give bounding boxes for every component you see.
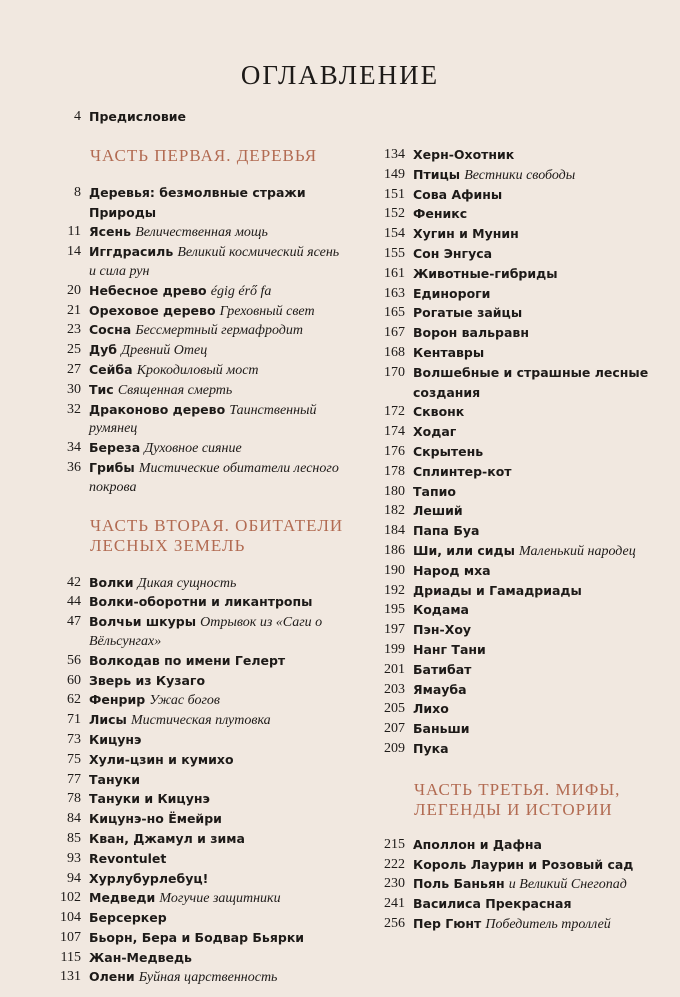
section-heading: ЧАСТЬ ВТОРАЯ. ОБИТАТЕЛИ ЛЕСНЫХ ЗЕМЕЛЬ <box>90 515 344 555</box>
section-heading: ЧАСТЬ ТРЕТЬЯ. МИФЫ, ЛЕГЕНДЫ И ИСТОРИИ <box>414 779 621 819</box>
page-number: 42 <box>67 574 81 590</box>
toc-entry[interactable] <box>368 661 668 681</box>
entry-title: Сосна <box>89 322 132 338</box>
toc-entry[interactable] <box>368 700 668 720</box>
page-number: 154 <box>384 226 405 242</box>
page-number: 209 <box>384 740 405 756</box>
page-number: 131 <box>60 969 81 985</box>
page-number: 134 <box>384 147 405 162</box>
page-number: 195 <box>384 602 405 618</box>
entry-subtitle: Величественная мощь <box>135 225 268 241</box>
page-number: 14 <box>67 244 81 260</box>
toc-entry[interactable] <box>368 285 668 305</box>
toc-entry[interactable] <box>368 740 668 760</box>
page-number: 199 <box>384 641 405 657</box>
entry-title: Хугин и Мунин <box>413 226 519 242</box>
toc-entry[interactable] <box>44 282 344 302</box>
toc-entry[interactable] <box>368 146 668 166</box>
entry-subtitle: Бессмертный гермафродит <box>135 323 303 339</box>
entry-text <box>89 672 344 692</box>
entry-subtitle: Ужас богов <box>149 693 220 709</box>
entry-title: Пука <box>413 740 449 756</box>
page-number: 107 <box>60 929 81 945</box>
entry-title: Сон Энгуса <box>413 245 493 261</box>
page-number: 215 <box>384 836 405 852</box>
entry-text <box>413 285 668 305</box>
toc-entry[interactable] <box>368 463 668 483</box>
toc-entry[interactable] <box>368 205 668 225</box>
entry-title: Единороги <box>413 285 491 301</box>
entry-title: Тануки <box>89 771 140 787</box>
toc-entry[interactable] <box>44 652 344 672</box>
toc-entry[interactable] <box>44 184 344 224</box>
entry-text <box>413 463 668 483</box>
page-number: 207 <box>384 721 405 737</box>
entry-text <box>413 146 668 166</box>
toc-entry[interactable] <box>368 641 668 661</box>
entry-title: Предисловие <box>89 109 187 124</box>
entry-title: Кицунэ-но Ёмейри <box>89 811 222 827</box>
entry-text <box>413 661 668 681</box>
toc-entry[interactable] <box>44 929 344 949</box>
entry-text <box>89 613 344 652</box>
page-number: 192 <box>384 582 405 598</box>
page-number: 4 <box>74 109 81 124</box>
entry-subtitle: Мистические обитатели лесного покрова <box>89 460 339 495</box>
entry-text <box>413 641 668 661</box>
entry-text <box>89 870 344 890</box>
page-number: 197 <box>384 622 405 638</box>
entry-title: Грибы <box>89 459 135 475</box>
toc-entry[interactable] <box>44 593 344 613</box>
entry-subtitle: égig érő fa <box>210 283 272 299</box>
toc-entry[interactable] <box>44 613 344 652</box>
entry-subtitle: Вестники свободы <box>464 167 576 183</box>
page-number: 62 <box>67 692 81 708</box>
toc-entry[interactable] <box>44 830 344 850</box>
page-number: 172 <box>384 404 405 420</box>
page-number: 11 <box>67 224 81 240</box>
toc-entry[interactable] <box>44 439 344 459</box>
toc-entry[interactable] <box>44 381 344 401</box>
entry-title: Ходаг <box>413 424 457 440</box>
entry-text <box>89 751 344 771</box>
entry-text <box>89 439 344 459</box>
page-number: 151 <box>384 186 405 202</box>
entry-text <box>89 282 344 302</box>
entry-subtitle: Могучие защитники <box>159 891 281 907</box>
entry-title: Небесное древо <box>89 282 207 298</box>
toc-entry[interactable] <box>44 870 344 890</box>
entry-text <box>89 459 344 498</box>
entry-title: Пер Гюнт <box>413 915 482 931</box>
entry-text <box>413 344 668 364</box>
page-number: 21 <box>67 302 81 318</box>
toc-entry[interactable] <box>368 186 668 206</box>
entry-title: Фенрир <box>89 692 146 708</box>
entry-title: Пэн-Хоу <box>413 622 472 638</box>
toc-entry[interactable] <box>44 731 344 751</box>
entry-title: Птицы <box>413 166 461 182</box>
entry-title: Волки-оборотни и ликантропы <box>89 594 313 610</box>
entry-subtitle: Духовное сияние <box>144 441 242 457</box>
entry-text <box>413 681 668 701</box>
entry-text <box>413 483 668 503</box>
entry-text <box>89 949 344 969</box>
entry-text <box>89 850 344 870</box>
page-number: 34 <box>67 440 81 456</box>
page-number: 78 <box>67 791 81 807</box>
toc-entry[interactable] <box>44 361 344 381</box>
page-number: 47 <box>67 614 81 630</box>
entry-text <box>413 836 668 856</box>
page-number: 102 <box>60 890 81 906</box>
entry-title: Медведи <box>89 890 156 906</box>
toc-entry[interactable] <box>44 691 344 711</box>
entry-title: Папа Буа <box>413 523 480 539</box>
page-number: 27 <box>67 361 81 377</box>
entry-text <box>413 186 668 206</box>
page-number: 30 <box>67 381 81 397</box>
entry-subtitle: Буйная царственность <box>138 970 278 986</box>
entry-text <box>89 889 344 909</box>
entry-text <box>89 968 344 988</box>
entry-subtitle: Древний Отец <box>121 343 208 359</box>
toc-entry[interactable] <box>44 243 344 282</box>
toc-entry[interactable] <box>368 836 668 856</box>
toc-entry[interactable] <box>368 304 668 324</box>
entry-title: Берсеркер <box>89 910 167 926</box>
entry-text <box>89 223 344 243</box>
entry-title: Волки <box>89 574 134 590</box>
entry-text <box>89 731 344 751</box>
entry-subtitle: Дикая сущность <box>137 575 237 591</box>
page-number: 44 <box>67 594 81 610</box>
toc-entry[interactable] <box>44 401 344 440</box>
page-number: 149 <box>384 166 405 182</box>
entry-text <box>89 771 344 791</box>
entry-text <box>89 243 344 282</box>
entry-subtitle: Отрывок из «Саги о Вёльсунгах» <box>89 615 323 649</box>
entry-text <box>413 364 668 404</box>
entry-title: Поль Баньян <box>413 876 505 892</box>
entry-text <box>89 108 344 128</box>
toc-entry[interactable] <box>44 771 344 791</box>
page-number: 161 <box>384 265 405 281</box>
page-number: 115 <box>60 949 81 965</box>
entry-text <box>413 542 668 562</box>
entry-title: Ворон вальравн <box>413 325 529 341</box>
entry-title: Лихо <box>413 701 449 717</box>
entry-subtitle: и Великий Снегопад <box>508 877 627 893</box>
toc-entry[interactable] <box>44 968 344 988</box>
section-heading: ЧАСТЬ ПЕРВАЯ. ДЕРЕВЬЯ <box>90 145 318 165</box>
entry-title: Леший <box>413 503 463 519</box>
page-number: 152 <box>384 206 405 222</box>
entry-text <box>89 302 344 322</box>
entry-title: Рогатые зайцы <box>413 305 523 321</box>
entry-text <box>89 810 344 830</box>
entry-text <box>413 324 668 344</box>
toc-entry[interactable] <box>44 889 344 909</box>
entry-title: Волкодав по имени Гелерт <box>89 652 286 668</box>
entry-title: Хурлубурлебуц! <box>89 870 209 886</box>
toc-entry[interactable] <box>368 601 668 621</box>
entry-text <box>89 711 344 731</box>
page-number: 71 <box>67 712 81 728</box>
page-number: 163 <box>384 285 405 301</box>
toc-entry[interactable] <box>368 225 668 245</box>
entry-text <box>413 895 668 915</box>
entry-text <box>413 562 668 582</box>
entry-text <box>89 593 344 613</box>
entry-text <box>413 875 668 895</box>
entry-text <box>89 341 344 361</box>
entry-text <box>413 621 668 641</box>
page-number: 256 <box>384 915 405 931</box>
entry-title: Нанг Тани <box>413 641 486 657</box>
page-number: 230 <box>384 876 405 892</box>
entry-text <box>89 909 344 929</box>
toc-entry[interactable] <box>368 483 668 503</box>
toc-entry[interactable] <box>368 681 668 701</box>
page-number: 104 <box>60 910 81 926</box>
entry-text <box>413 403 668 423</box>
page-number: 23 <box>67 322 81 338</box>
toc-entry[interactable] <box>368 403 668 423</box>
entry-title: Тануки и Кицунэ <box>89 791 210 807</box>
toc-entry[interactable] <box>44 321 344 341</box>
entry-subtitle: Греховный свет <box>219 303 315 319</box>
page-number: 8 <box>74 184 81 200</box>
toc-entry[interactable] <box>368 502 668 522</box>
toc-entry[interactable] <box>368 542 668 562</box>
toc-entry[interactable] <box>44 223 344 243</box>
entry-title: Сова Афины <box>413 186 503 202</box>
entry-text <box>89 184 344 224</box>
entry-subtitle: Великий космический ясень и сила рун <box>89 245 340 279</box>
page-number: 93 <box>67 850 81 866</box>
entry-text <box>413 915 668 935</box>
page-number: 190 <box>384 562 405 578</box>
page-number: 56 <box>67 652 81 668</box>
toc-entry[interactable] <box>44 302 344 322</box>
toc-entry[interactable] <box>44 751 344 771</box>
entry-title: Скрытень <box>413 443 484 459</box>
entry-title: Батибат <box>413 661 472 677</box>
page-number: 25 <box>67 342 81 358</box>
entry-title: Хули-цзин и кумихо <box>89 751 234 767</box>
toc-entry[interactable] <box>368 522 668 542</box>
page-number: 36 <box>67 459 81 475</box>
entry-text <box>413 720 668 740</box>
entry-text <box>413 265 668 285</box>
entry-title: Зверь из Кузаго <box>89 672 206 688</box>
entry-title: Сплинтер-кот <box>413 463 512 479</box>
entry-text <box>89 929 344 949</box>
page-number: 241 <box>384 896 405 912</box>
entry-title: Сейба <box>89 361 133 377</box>
entry-text <box>413 443 668 463</box>
entry-text <box>413 601 668 621</box>
page-number: 73 <box>67 731 81 747</box>
toc-entry[interactable] <box>368 265 668 285</box>
entry-title: Дриады и Гамадриады <box>413 582 582 598</box>
entry-text <box>89 321 344 341</box>
entry-text <box>413 245 668 265</box>
entry-title: Ореховое дерево <box>89 302 216 318</box>
entry-text <box>413 740 668 760</box>
toc-entry[interactable] <box>44 672 344 692</box>
entry-text <box>413 522 668 542</box>
entry-title: Кодама <box>413 602 469 618</box>
page-number: 167 <box>384 325 405 341</box>
page-number: 32 <box>67 401 81 417</box>
toc-entry[interactable] <box>368 720 668 740</box>
page-number: 60 <box>67 672 81 688</box>
entry-title: Ясень <box>89 224 132 240</box>
entry-title: Бьорн, Бера и Бодвар Бьярки <box>89 929 305 945</box>
toc-entry[interactable] <box>368 344 668 364</box>
page-number: 170 <box>384 364 405 380</box>
entry-title: Драконово дерево <box>89 401 226 417</box>
page-number: 168 <box>384 344 405 360</box>
entry-text <box>413 856 668 876</box>
toc-entry[interactable] <box>368 166 668 186</box>
entry-text <box>89 381 344 401</box>
entry-title: Народ мха <box>413 562 491 578</box>
entry-title: Василиса Прекрасная <box>413 896 572 912</box>
entry-title: Волчьи шкуры <box>89 614 197 630</box>
toc-entry[interactable] <box>44 341 344 361</box>
toc-entry[interactable] <box>368 856 668 876</box>
toc-left-column <box>44 108 344 988</box>
page-number: 205 <box>384 701 405 717</box>
entry-text <box>413 502 668 522</box>
entry-title: Иггдрасиль <box>89 244 174 260</box>
entry-title: Кван, Джамул и зима <box>89 830 245 846</box>
entry-subtitle: Мистическая плутовка <box>131 713 271 729</box>
page-number: 182 <box>384 503 405 519</box>
entry-text <box>89 574 344 594</box>
toc-entry[interactable] <box>368 324 668 344</box>
toc-entry[interactable] <box>368 443 668 463</box>
page-number: 94 <box>67 870 81 886</box>
entry-text <box>89 401 344 440</box>
entry-title: Деревья: безмолвные стражи Природы <box>89 184 306 220</box>
entry-text <box>89 691 344 711</box>
page-number: 84 <box>67 811 81 827</box>
page-number: 75 <box>67 751 81 767</box>
entry-text <box>413 582 668 602</box>
entry-text <box>413 166 668 186</box>
toc-entry[interactable] <box>44 711 344 731</box>
page-number: 165 <box>384 305 405 321</box>
page-number: 174 <box>384 424 405 440</box>
toc-entry[interactable] <box>44 850 344 870</box>
entry-title: Кицунэ <box>89 731 142 747</box>
entry-title: Волшебные и страшные лесные создания <box>413 364 649 400</box>
toc-entry[interactable] <box>368 423 668 443</box>
page-number: 77 <box>67 771 81 787</box>
entry-title: Дуб <box>89 342 118 358</box>
entry-title: Олени <box>89 969 135 985</box>
entry-title: Жан-Медведь <box>89 949 192 965</box>
entry-title: Животные-гибриды <box>413 265 558 281</box>
entry-title: Revontulet <box>89 850 167 866</box>
toc-entry[interactable] <box>368 915 668 935</box>
page-number: 20 <box>67 282 81 298</box>
page-number: 222 <box>384 856 405 872</box>
entry-title: Тапио <box>413 483 456 499</box>
page-number: 180 <box>384 483 405 499</box>
entry-text <box>413 225 668 245</box>
entry-text <box>89 652 344 672</box>
entry-subtitle: Победитель троллей <box>485 916 611 932</box>
page-number: 176 <box>384 443 405 459</box>
entry-title: Король Лаурин и Розовый сад <box>413 856 634 872</box>
page-number: 186 <box>384 542 405 558</box>
toc-entry[interactable] <box>368 895 668 915</box>
toc-entry[interactable] <box>368 562 668 582</box>
entry-title: Кентавры <box>413 344 485 360</box>
toc-right-column <box>368 146 668 935</box>
toc-entry[interactable] <box>368 875 668 895</box>
entry-title: Аполлон и Дафна <box>413 836 542 852</box>
entry-title: Тис <box>89 381 114 397</box>
entry-title: Херн-Охотник <box>413 147 515 162</box>
toc-entry[interactable] <box>368 245 668 265</box>
entry-title: Береза <box>89 440 141 456</box>
entry-title: Ямауба <box>413 681 467 697</box>
entry-text <box>413 304 668 324</box>
entry-subtitle: Таинственный румянец <box>89 402 317 437</box>
toc-entry[interactable] <box>368 364 668 404</box>
entry-text <box>413 423 668 443</box>
toc-entry[interactable] <box>44 459 344 498</box>
entry-title: Лисы <box>89 712 127 728</box>
page-number: 201 <box>384 661 405 677</box>
entry-title: Баньши <box>413 721 470 737</box>
entry-subtitle: Крокодиловый мост <box>136 362 259 378</box>
entry-subtitle: Маленький народец <box>519 543 636 559</box>
toc-entry[interactable] <box>44 790 344 810</box>
toc-entry[interactable] <box>368 582 668 602</box>
entry-text <box>413 205 668 225</box>
page-number: 178 <box>384 463 405 479</box>
toc-entry[interactable] <box>44 574 344 594</box>
entry-title: Феникс <box>413 206 468 222</box>
entry-text <box>413 700 668 720</box>
entry-title: Ши, или сиды <box>413 542 515 558</box>
entry-text <box>89 361 344 381</box>
entry-subtitle: Священная смерть <box>117 382 233 398</box>
page-number: 85 <box>67 830 81 846</box>
toc-entry[interactable] <box>44 108 344 128</box>
toc-entry[interactable] <box>44 949 344 969</box>
page-number: 184 <box>384 523 405 539</box>
page-number: 155 <box>384 245 405 261</box>
entry-title: Сквонк <box>413 404 465 420</box>
page-number: 203 <box>384 681 405 697</box>
entry-text <box>89 790 344 810</box>
toc-entry[interactable] <box>368 621 668 641</box>
page-title: ОГЛАВЛЕНИЕ <box>240 60 440 90</box>
toc-entry[interactable] <box>44 909 344 929</box>
toc-entry[interactable] <box>44 810 344 830</box>
entry-text <box>89 830 344 850</box>
